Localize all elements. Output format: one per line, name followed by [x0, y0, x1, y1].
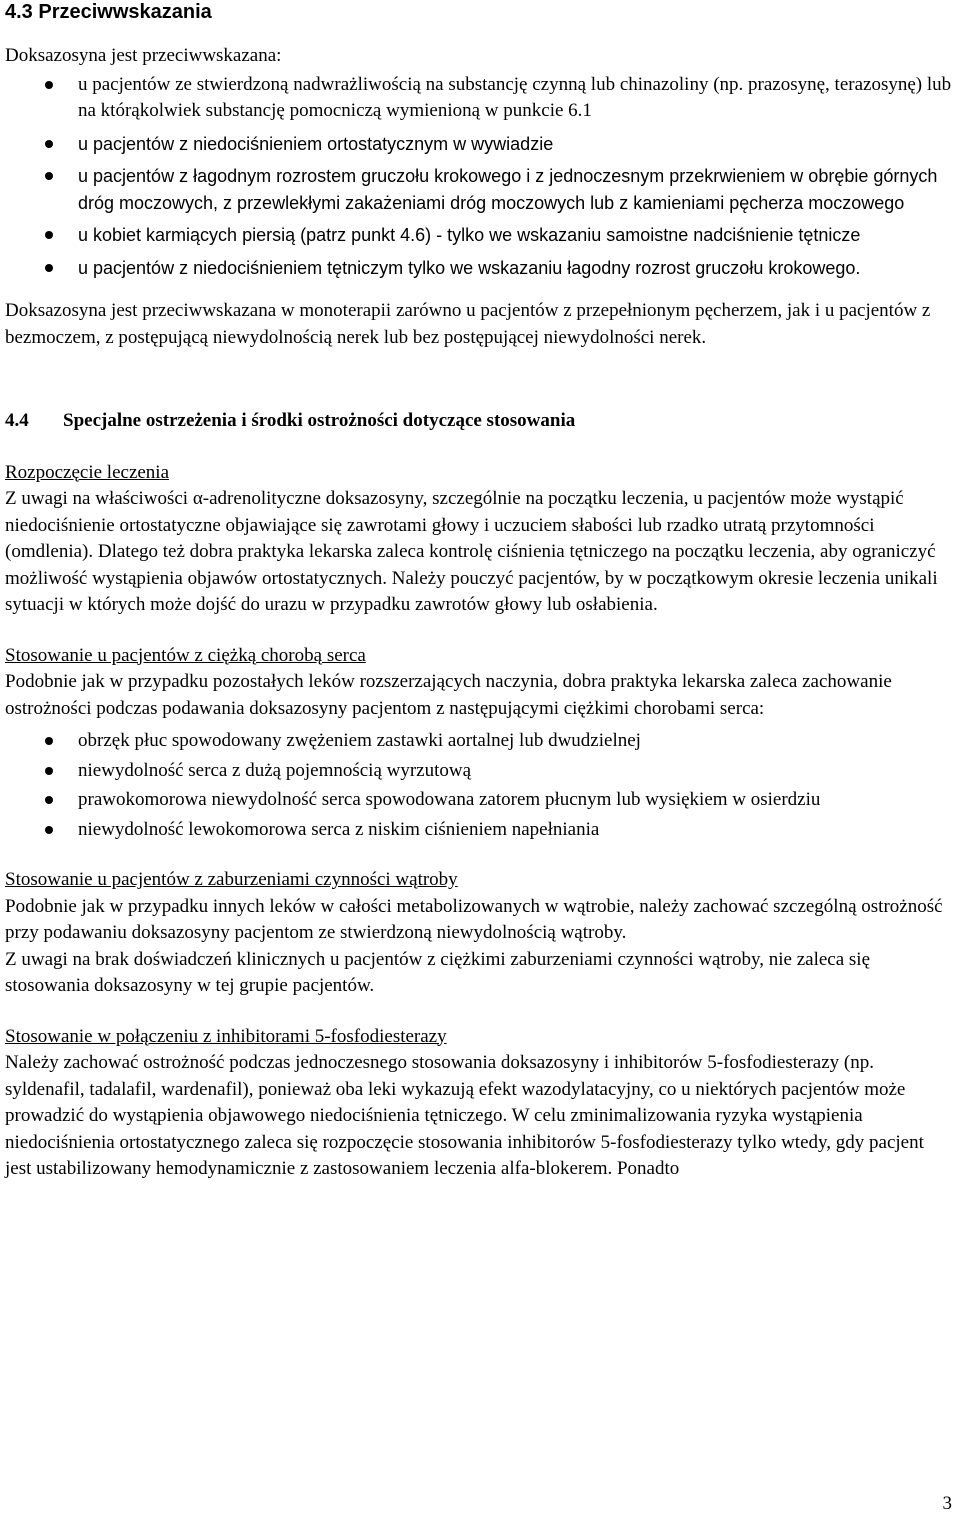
list-item: u pacjentów z łagodnym rozrostem gruczołu krokowego i z jednoczesnym przekrwieniem w obrębie górnych dróg moczowych, z przewlekłymi zakażeniami dróg moczowych lub z kamieniami pęcherza moczowego [5, 163, 955, 216]
heart-paragraph: Podobnie jak w przypadku pozostałych leków rozszerzających naczynia, dobra praktyka lekarska zaleca zachowanie ostrożności podczas podawania doksazosyny pacjentom z następującymi ciężkimi chorobami serca: [5, 671, 892, 719]
list-item: u pacjentów z niedociśnieniem ortostatycznym w wywiadzie [5, 131, 955, 158]
section-number: 4.4 [5, 410, 29, 431]
list-item: niewydolność serca z dużą pojemnością wyrzutową [5, 758, 955, 785]
heart-conditions-list [5, 728, 955, 843]
start-paragraph: Z uwagi na właściwości α-adrenolityczne doksazosyny, szczególnie na początku leczenia, u pacjentów może wystąpić niedociśnienie ortostatyczne objawiające się zawrotami głowy i uczuciem słabości lub rzadko utratą przytomności (omdlenia). Dlatego też dobra praktyka lekarska zaleca kontrolę ciśnienia tętniczego na początku leczenia, aby ograniczyć możliwość wystąpienia objawów ortostatycznych. Należy pouczyć pacjentów, by w początkowym okresie leczenia unikali sytuacji w których może dojść do urazu w przypadku zawrotów głowy lub osłabienia. [5, 488, 938, 615]
list-item: u pacjentów z niedociśnieniem tętniczym tylko we wskazaniu łagodny rozrost gruczołu krokowego. [5, 255, 955, 282]
page-number: 3 [942, 1493, 952, 1514]
section-heading-4-4 [5, 408, 955, 435]
subheading-start: Rozpoczęcie leczenia [5, 461, 170, 483]
liver-paragraph-2: Z uwagi na brak doświadczeń klinicznych u pacjentów z ciężkimi zaburzeniami czynności wątroby, nie zaleca się stosowania doksazosyny w tej grupie pacjentów. [5, 948, 871, 996]
section-heading-4-3: 4.3 Przeciwwskazania [5, 1, 212, 23]
monotherapy-paragraph: Doksazosyna jest przeciwwskazana w monoterapii zarówno u pacjentów z przepełnionym pęcherzem, jak i u pacjentów z bezmoczem, z postępującą niewydolnością nerek lub bez postępującej niewydolności nerek. [5, 300, 931, 348]
subheading-liver: Stosowanie u pacjentów z zaburzeniami czynności wątroby [5, 869, 458, 890]
subheading-heart: Stosowanie u pacjentów z ciężką chorobą serca [5, 644, 366, 666]
document-page [5, 0, 955, 1183]
pde5-paragraph: Należy zachować ostrożność podczas jednoczesnego stosowania doksazosyny i inhibitorów 5-fosfodiesterazy (np. syldenafil, tadalafil, wardenafil), ponieważ oba leki wykazują efekt wazodylatacyjny, co u niektórych pacjentów może prowadzić do wystąpienia objawowego niedociśnienia tętniczego. W celu zminimalizowania ryzyka wystąpienia niedociśnienia ortostatycznego zaleca się rozpoczęcie stosowania inhibitorów 5-fosfodiesterazy tylko wtedy, gdy pacjent jest ustabilizowany hemodynamicznie z zastosowaniem leczenia alfa-blokerem. Ponadto [5, 1052, 924, 1179]
contraindications-list [5, 72, 955, 282]
list-item: obrzęk płuc spowodowany zwężeniem zastawki aortalnej lub dwudzielnej [5, 728, 955, 755]
subheading-pde5: Stosowanie w połączeniu z inhibitorami 5-fosfodiesterazy [5, 1025, 447, 1047]
contraindications-intro: Doksazosyna jest przeciwwskazana: [5, 45, 282, 66]
list-item: u pacjentów ze stwierdzoną nadwrażliwością na substancję czynną lub chinazoliny (np. prazosynę, terazosynę) lub na którąkolwiek substancję pomocniczą wymienioną w punkcie 6.1 [5, 72, 955, 125]
list-item: prawokomorowa niewydolność serca spowodowana zatorem płucnym lub wysiękiem w osierdziu [5, 787, 955, 814]
list-item: niewydolność lewokomorowa serca z niskim ciśnieniem napełniania [5, 817, 955, 844]
section-title: Specjalne ostrzeżenia i środki ostrożności dotyczące stosowania [63, 410, 576, 431]
liver-paragraph-1: Podobnie jak w przypadku innych leków w całości metabolizowanych w wątrobie, należy zachować szczególną ostrożność przy podawaniu doksazosyny pacjentom ze stwierdzoną niewydolnością wątroby. [5, 895, 943, 943]
list-item: u kobiet karmiących piersią (patrz punkt 4.6) - tylko we wskazaniu samoistne nadciśnienie tętnicze [5, 222, 955, 249]
